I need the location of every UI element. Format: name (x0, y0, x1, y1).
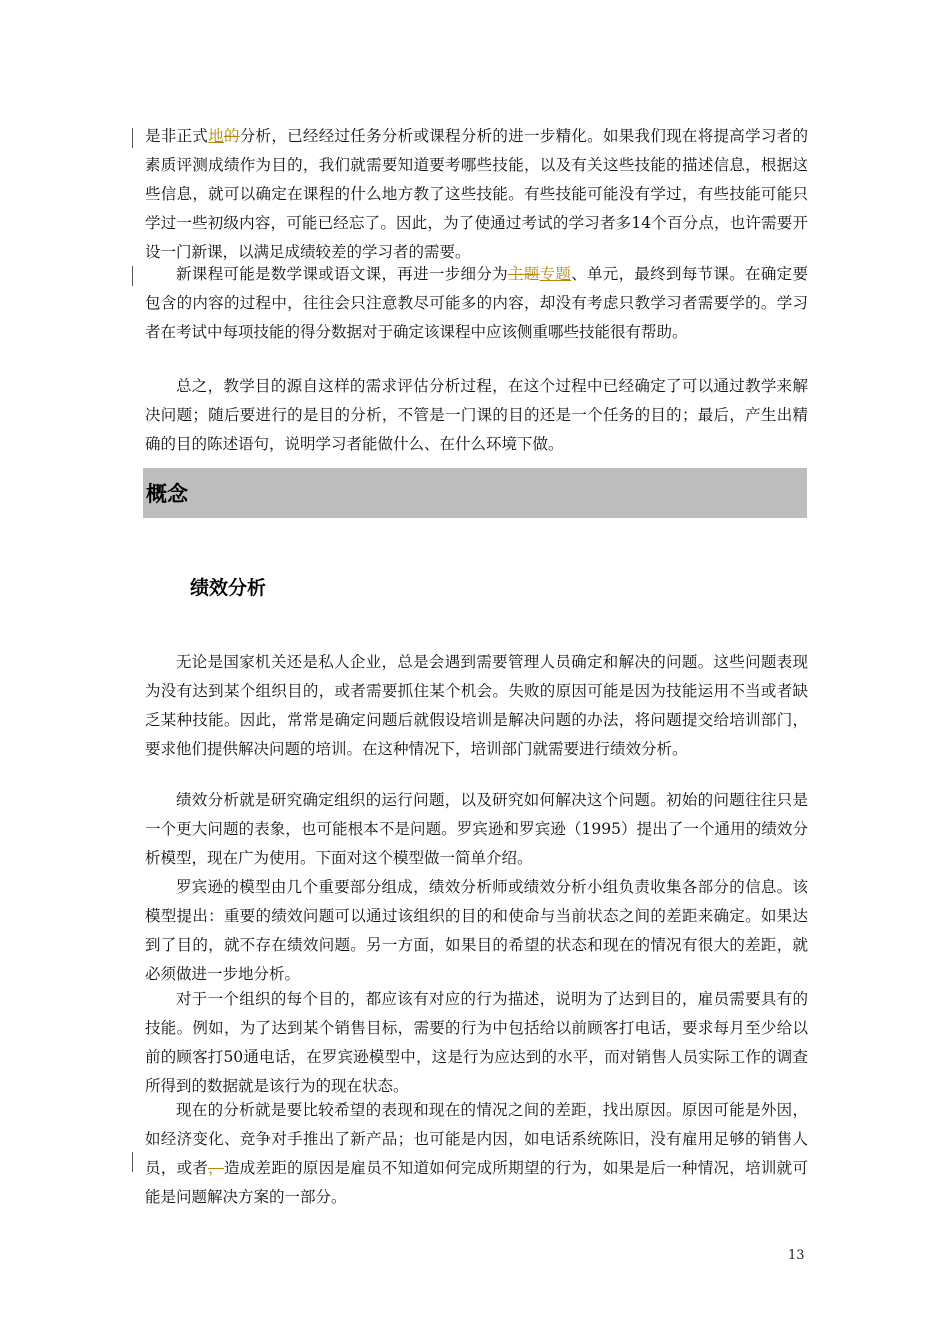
text-run: 现在的分析就是要比较希望的表现和现在的情况之间的差距，找出原因。原因可能是外因，如经济变化、竞争对手推出了新产品；也可能是内因，如电话系统陈旧，没有雇用足够的销售人员，或者 (145, 1101, 808, 1177)
text-run: 造成差距的原因是雇员不知道如何完成所期望的行为，如果是后一种情况，培训就可能是问题解决方案的一部分。 (145, 1159, 808, 1206)
paragraph-2 (145, 260, 808, 347)
subsection-heading: 绩效分析 (190, 577, 267, 599)
paragraph-5: 绩效分析就是研究确定组织的运行问题，以及研究如何解决这个问题。初始的问题往往只是一个更大问题的表象，也可能根本不是问题。罗宾逊和罗宾逊（1995）提出了一个通用的绩效分析模型，现在广为使用。下面对这个模型做一简单介绍。 (145, 791, 808, 867)
paragraph-6: 罗宾逊的模型由几个重要部分组成，绩效分析师或绩效分析小组负责收集各部分的信息。该模型提出：重要的绩效问题可以通过该组织的目的和使命与当前状态之间的差距来确定。如果达到了目的，就不存在绩效问题。另一方面，如果目的希望的状态和现在的情况有很大的差距，就必须做进一步地分析。 (145, 878, 808, 983)
tracked-deletion: 主题 (507, 265, 540, 283)
paragraph-7: 对于一个组织的每个目的，都应该有对应的行为描述，说明为了达到目的，雇员需要具有的技能。例如，为了达到某个销售目标，需要的行为中包括给以前顾客打电话，要求每月至少给以前的顾客打50通电话，在罗宾逊模型中，这是行为应达到的水平，而对销售人员实际工作的调查所得到的数据就是该行为的现在状态。 (145, 990, 808, 1095)
paragraph-3: 总之，教学目的源自这样的需求评估分析过程，在这个过程中已经确定了可以通过教学来解决问题；随后要进行的是目的分析，不管是一门课的目的还是一个任务的目的；最后，产生出精确的目的陈述语句，说明学习者能做什么、在什么环境下做。 (145, 377, 808, 453)
text-run: 分析，已经经过任务分析或课程分析的进一步精化。如果我们现在将提高学习者的素质评测成绩作为目的，我们就需要知道要考哪些技能，以及有关这些技能的描述信息，根据这些信息，就可以确定在课程的什么地方教了这些技能。有些技能可能没有学过，有些技能可能只学过一些初级内容，可能已经忘了。因此，为了使通过考试的学习者多14个百分点，也许需要开设一门新课，以满足成绩较差的学习者的需要。 (145, 127, 808, 261)
section-heading: 概念 (146, 482, 188, 506)
text-run: 、单元，最终到每节课。在确定要包含的内容的过程中，往往会只注意教尽可能多的内容，却没有考虑只教学习者需要学的。学习者在考试中每项技能的得分数据对于确定该课程中应该侧重哪些技能很有帮助。 (145, 265, 808, 341)
text-run: 是非正式 (145, 127, 209, 145)
text-run: 新课程可能是数学课或语文课，再进一步细分为 (176, 265, 508, 283)
tracked-deletion: 的 (223, 127, 240, 145)
section-heading-band (143, 468, 807, 518)
paragraph-1 (145, 122, 808, 267)
change-bar (132, 266, 133, 286)
tracked-insertion: 地 (208, 127, 224, 145)
paragraph-8 (145, 1096, 808, 1212)
change-bar (132, 128, 133, 148)
tracked-deletion: ， (208, 1159, 224, 1177)
change-bar (132, 1152, 133, 1172)
paragraph-4: 无论是国家机关还是私人企业，总是会遇到需要管理人员确定和解决的问题。这些问题表现为没有达到某个组织目的，或者需要抓住某个机会。失败的原因可能是因为技能运用不当或者缺乏某种技能。因此，常常是确定问题后就假设培训是解决问题的办法，将问题提交给培训部门，要求他们提供解决问题的培训。在这种情况下，培训部门就需要进行绩效分析。 (145, 653, 808, 758)
page-number: 13 (788, 1248, 805, 1263)
tracked-insertion: 专题 (539, 265, 572, 283)
